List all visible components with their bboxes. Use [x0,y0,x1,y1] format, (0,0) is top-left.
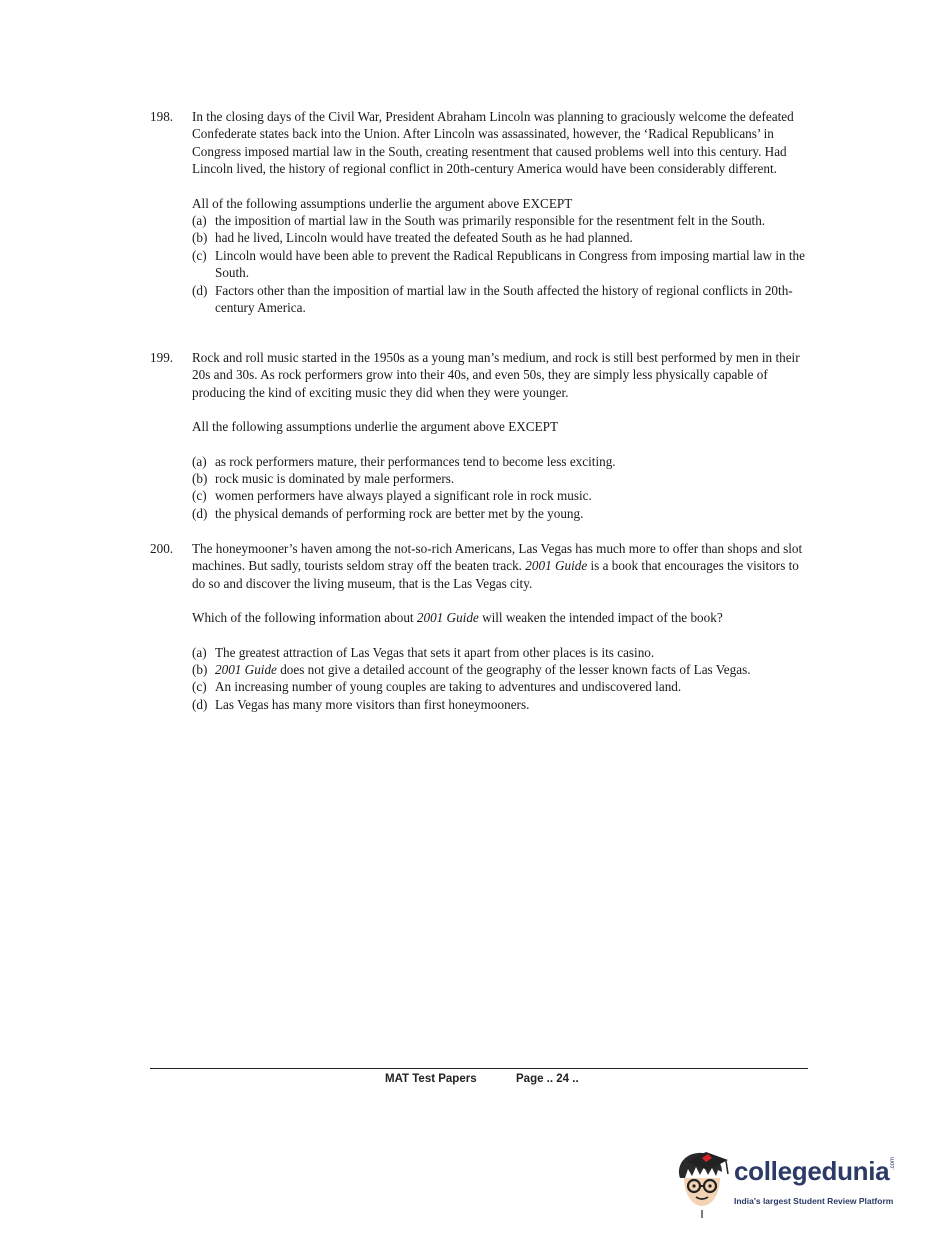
option-letter: (c) [192,488,207,504]
option-b [192,470,810,487]
answer-options [192,644,810,714]
option-d [192,696,810,713]
option-text: Factors other than the imposition of martial law in the South affected the history of regional conflicts in 20th-century America. [215,282,793,316]
passage-text: is a book that encourages the visitors to do so and discover the living museum, that is the Las Vegas city. [192,558,799,591]
option-letter: (a) [192,453,207,469]
question-prompt: All the following assumptions underlie the argument above EXCEPT [192,419,559,435]
option-letter: (d) [192,696,208,712]
option-text: does not give a detailed account of the geography of the lesser known facts of Las Vegas. [280,662,751,678]
option-text: rock music is dominated by male performers. [215,471,455,487]
book-title: 2001 Guide [215,662,277,678]
collegedunia-logo [672,1148,912,1220]
question-number: 200. [150,541,174,556]
option-letter: (c) [192,247,207,263]
option-text: as rock performers mature, their performances tend to become less exciting. [215,453,616,469]
option-text: Las Vegas has many more visitors than first honeymooners. [215,696,530,712]
question-prompt: All of the following assumptions underlie the argument above EXCEPT [192,195,573,211]
brand-name: collegedunia [734,1156,890,1186]
option-letter: (c) [192,679,207,695]
question-199 [150,349,810,522]
prompt-text: will weaken the intended impact of the book? [482,610,723,626]
passage-text: The honeymooner’s haven among the not-so-rich Americans, Las Vegas has much more to offer than shops and slot machines. But sadly, tourists seldom stray off the beaten track. [192,541,803,574]
option-a [192,212,810,229]
option-text: An increasing number of young couples are taking to adventures and undiscovered land. [215,679,682,695]
answer-options [192,212,810,316]
brand-tagline: India's largest Student Review Platform [734,1196,894,1206]
option-letter: (a) [192,644,207,660]
mascot-icon [672,1148,734,1220]
option-text: had he lived, Lincoln would have treated the defeated South as he had planned. [215,230,633,246]
question-prompt [192,609,810,626]
footer-page-number: Page .. 24 .. [516,1073,579,1085]
option-c [192,247,810,282]
option-b [192,229,810,246]
option-letter: (b) [192,230,208,246]
question-200 [150,540,810,713]
question-number: 199. [150,350,174,365]
question-number: 198. [150,109,174,124]
option-letter: (b) [192,662,208,678]
footer-divider [150,1068,808,1069]
option-d [192,505,810,522]
option-a [192,453,810,470]
option-c [192,678,810,695]
option-d [192,282,810,317]
prompt-text: Which of the following information about [192,610,414,626]
option-letter: (a) [192,213,207,229]
option-text: The greatest attraction of Las Vegas that sets it apart from other places is its casino. [215,644,655,660]
book-title: 2001 Guide [416,610,479,626]
question-198 [150,108,810,316]
question-passage: Rock and roll music started in the 1950s as a young man’s medium, and rock is still best performed by men in their 20s and 30s. As rock performers grow into their 40s, and even 50s, they are simply less physically capable of producing the kind of exciting music they did when they were younger. [192,350,800,400]
option-text: Lincoln would have been able to prevent the Radical Republicans in Congress from imposing martial law in the South. [215,247,805,281]
option-letter: (d) [192,282,208,298]
option-text: women performers have always played a significant role in rock music. [215,488,592,504]
option-text: the imposition of martial law in the South was primarily responsible for the resentment felt in the South. [215,213,766,229]
option-a [192,644,810,661]
option-letter: (b) [192,471,208,487]
question-passage: In the closing days of the Civil War, President Abraham Lincoln was planning to graciously welcome the defeated Confederate states back into the Union. After Lincoln was assassinated, however, the ‘Radical Republicans’ in Congress imposed martial law in the South, creating resentment that caused problems well into this century. Had Lincoln lived, the history of regional conflict in 20th-century America would have been considerably different. [192,109,794,177]
book-title: 2001 Guide [525,558,588,574]
option-letter: (d) [192,505,208,521]
option-text: the physical demands of performing rock are better met by the young. [215,505,584,521]
option-c [192,487,810,504]
option-b [192,661,810,678]
answer-options [192,453,810,523]
question-passage [192,540,810,592]
brand-domain: .com [890,1156,896,1170]
footer-title: MAT Test Papers [385,1073,477,1085]
